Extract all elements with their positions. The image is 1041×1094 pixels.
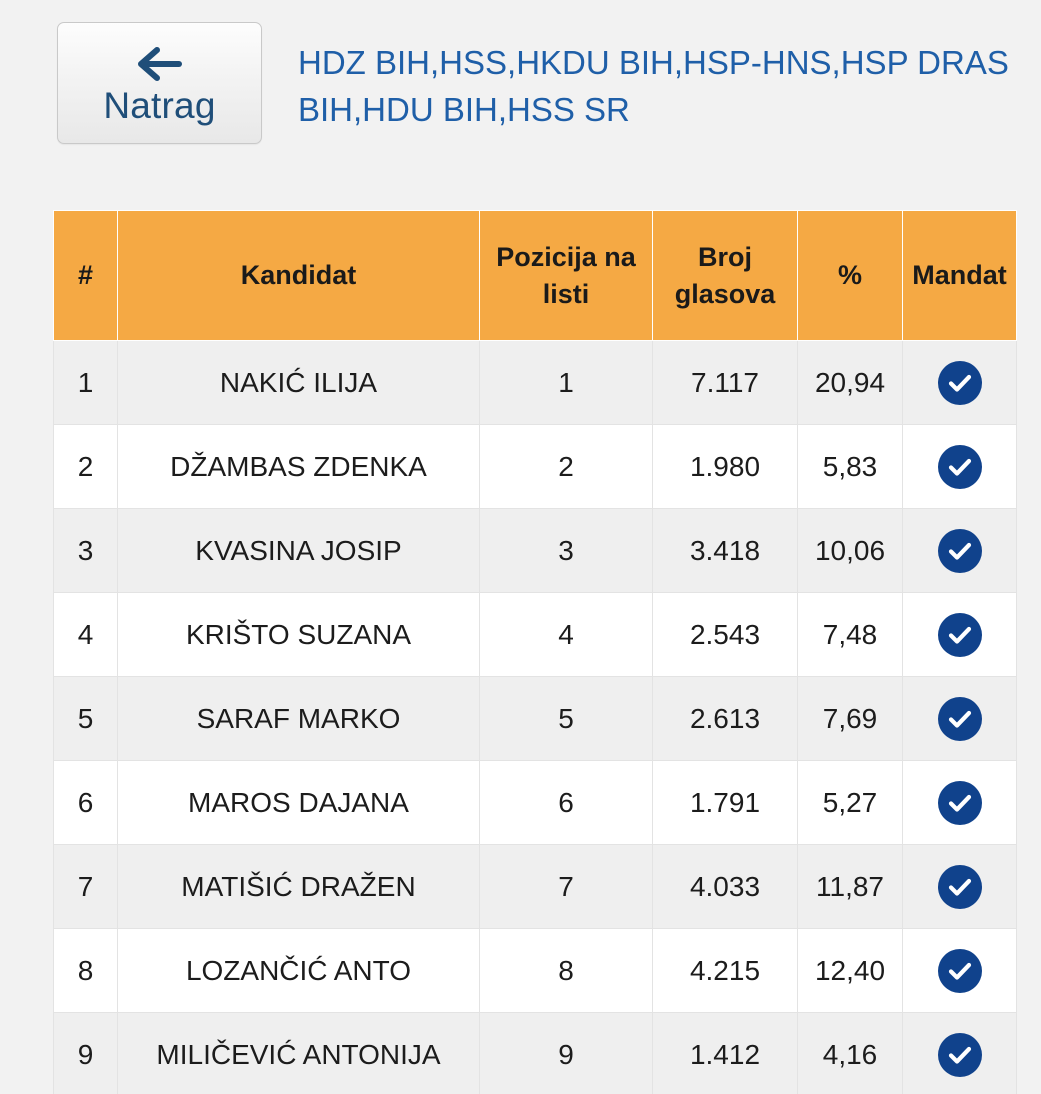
cell-position: 4 xyxy=(480,593,653,677)
cell-votes: 4.215 xyxy=(653,929,798,1013)
cell-percent: 4,16 xyxy=(798,1013,903,1094)
cell-name: MILIČEVIĆ ANTONIJA xyxy=(118,1013,480,1094)
table-row[interactable] xyxy=(54,845,1017,929)
cell-mandate xyxy=(903,593,1017,677)
check-circle-icon xyxy=(938,949,982,993)
check-circle-icon xyxy=(938,865,982,909)
column-header-name: Kandidat xyxy=(118,211,480,341)
cell-index: 5 xyxy=(54,677,118,761)
cell-index: 2 xyxy=(54,425,118,509)
cell-index: 6 xyxy=(54,761,118,845)
cell-index: 3 xyxy=(54,509,118,593)
cell-position: 5 xyxy=(480,677,653,761)
cell-name: NAKIĆ ILIJA xyxy=(118,341,480,425)
cell-votes: 2.613 xyxy=(653,677,798,761)
cell-percent: 20,94 xyxy=(798,341,903,425)
cell-mandate xyxy=(903,341,1017,425)
cell-name: KVASINA JOSIP xyxy=(118,509,480,593)
page-title: HDZ BIH,HSS,HKDU BIH,HSP-HNS,HSP DRAS BIH,HDU BIH,HSS SR xyxy=(298,44,1009,128)
cell-name: SARAF MARKO xyxy=(118,677,480,761)
table-header-row xyxy=(54,211,1017,341)
cell-position: 1 xyxy=(480,341,653,425)
check-circle-icon xyxy=(938,697,982,741)
cell-position: 8 xyxy=(480,929,653,1013)
table-row[interactable] xyxy=(54,509,1017,593)
cell-position: 3 xyxy=(480,509,653,593)
cell-mandate xyxy=(903,761,1017,845)
table-body xyxy=(54,341,1017,1094)
cell-name: MAROS DAJANA xyxy=(118,761,480,845)
table-row[interactable] xyxy=(54,677,1017,761)
column-header-position: Pozicija na listi xyxy=(480,211,653,341)
table-row[interactable] xyxy=(54,1013,1017,1094)
cell-name: DŽAMBAS ZDENKA xyxy=(118,425,480,509)
cell-position: 9 xyxy=(480,1013,653,1094)
cell-percent: 10,06 xyxy=(798,509,903,593)
table-head xyxy=(54,211,1017,341)
cell-mandate xyxy=(903,677,1017,761)
cell-votes: 3.418 xyxy=(653,509,798,593)
results-table xyxy=(53,210,1017,1094)
column-header-index: # xyxy=(54,211,118,341)
cell-percent: 7,69 xyxy=(798,677,903,761)
cell-position: 7 xyxy=(480,845,653,929)
cell-mandate xyxy=(903,1013,1017,1094)
arrow-left-icon xyxy=(131,44,189,84)
cell-index: 1 xyxy=(54,341,118,425)
cell-votes: 4.033 xyxy=(653,845,798,929)
cell-mandate xyxy=(903,509,1017,593)
cell-mandate xyxy=(903,425,1017,509)
cell-name: MATIŠIĆ DRAŽEN xyxy=(118,845,480,929)
table-row[interactable] xyxy=(54,341,1017,425)
column-header-votes: Broj glasova xyxy=(653,211,798,341)
cell-votes: 1.412 xyxy=(653,1013,798,1094)
cell-percent: 7,48 xyxy=(798,593,903,677)
cell-name: LOZANČIĆ ANTO xyxy=(118,929,480,1013)
cell-index: 4 xyxy=(54,593,118,677)
check-circle-icon xyxy=(938,445,982,489)
check-circle-icon xyxy=(938,781,982,825)
cell-position: 2 xyxy=(480,425,653,509)
table-row[interactable] xyxy=(54,761,1017,845)
table-row[interactable] xyxy=(54,929,1017,1013)
cell-votes: 1.980 xyxy=(653,425,798,509)
results-table-container xyxy=(53,210,1016,1094)
check-circle-icon xyxy=(938,529,982,573)
cell-index: 9 xyxy=(54,1013,118,1094)
check-circle-icon xyxy=(938,1033,982,1077)
page-header xyxy=(0,0,1041,144)
cell-name: KRIŠTO SUZANA xyxy=(118,593,480,677)
cell-mandate xyxy=(903,845,1017,929)
cell-index: 7 xyxy=(54,845,118,929)
table-row[interactable] xyxy=(54,425,1017,509)
column-header-percent: % xyxy=(798,211,903,341)
cell-votes: 2.543 xyxy=(653,593,798,677)
cell-votes: 7.117 xyxy=(653,341,798,425)
back-button-label: Natrag xyxy=(103,84,216,126)
check-circle-icon xyxy=(938,613,982,657)
cell-percent: 12,40 xyxy=(798,929,903,1013)
cell-index: 8 xyxy=(54,929,118,1013)
cell-position: 6 xyxy=(480,761,653,845)
cell-mandate xyxy=(903,929,1017,1013)
check-circle-icon xyxy=(938,361,982,405)
back-button[interactable] xyxy=(57,22,262,144)
column-header-mandate: Mandat xyxy=(903,211,1017,341)
cell-percent: 5,27 xyxy=(798,761,903,845)
cell-percent: 11,87 xyxy=(798,845,903,929)
cell-percent: 5,83 xyxy=(798,425,903,509)
table-row[interactable] xyxy=(54,593,1017,677)
cell-votes: 1.791 xyxy=(653,761,798,845)
